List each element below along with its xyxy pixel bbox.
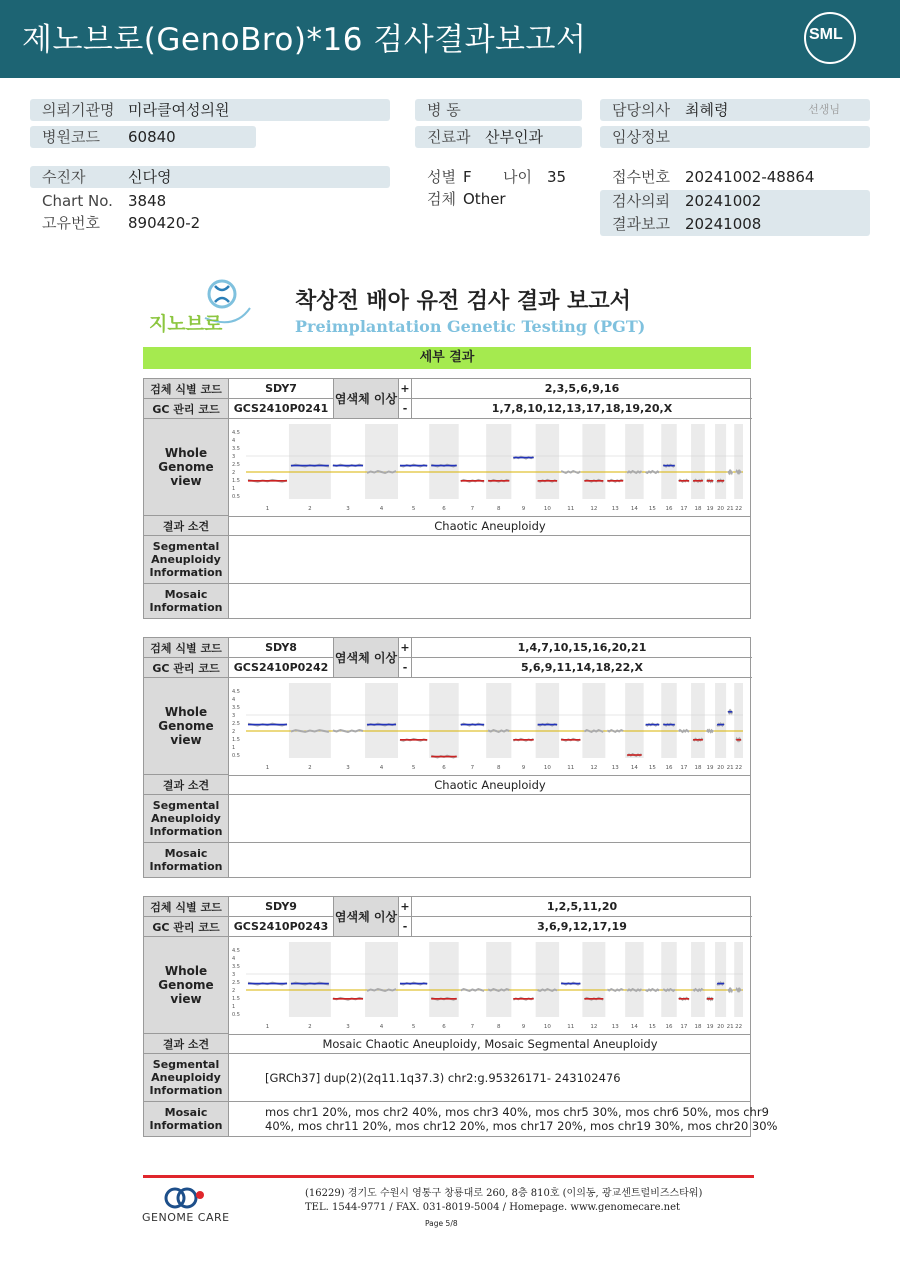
data-points (627, 471, 641, 473)
chromosome-band (691, 424, 705, 499)
y-tick-label: 1 (232, 745, 236, 751)
dates-field: 검사의뢰 20241002 결과보고 20241008 (600, 190, 870, 236)
data-points (607, 989, 623, 991)
genome-svg (229, 678, 751, 775)
data-points (707, 730, 713, 732)
report-title: 제노브로(GenoBro)*16 검사결과보고서 (22, 22, 587, 58)
x-tick-label: 11 (567, 765, 575, 771)
genome-care-text: GENOME CARE (142, 1211, 230, 1224)
chromosome-band (691, 683, 705, 758)
data-points (607, 730, 623, 732)
chromosome-band (536, 942, 559, 1017)
x-tick-label: 7 (470, 765, 475, 771)
x-tick-label: 8 (496, 506, 501, 512)
y-tick-label: 2.5 (232, 980, 240, 986)
x-tick-label: 11 (567, 1024, 575, 1030)
genome-svg (229, 937, 751, 1034)
gain-sign: + (399, 638, 412, 658)
chromosome-band (582, 424, 605, 499)
whole-genome-label: Whole Genome view (144, 419, 229, 516)
hospital-code-field: 병원코드 60840 (30, 126, 256, 148)
y-tick-label: 0.5 (232, 494, 240, 500)
chromosome-band (734, 942, 743, 1017)
page-number: Page 5/8 (425, 1219, 458, 1228)
chromosome-band (289, 683, 331, 758)
y-tick-label: 0.5 (232, 753, 240, 759)
doctor-field: 담당의사 최혜령 선생님 (600, 99, 870, 121)
sample-code-label: 검체 식별 코드 (144, 379, 229, 399)
receipt-field: 접수번호 20241002-48864 (612, 168, 815, 186)
data-points (736, 471, 741, 473)
x-tick-label: 11 (567, 506, 575, 512)
whole-genome-plot (229, 937, 751, 1035)
x-tick-label: 17 (680, 506, 688, 512)
chromosome-band (691, 942, 705, 1017)
chromosome-band (661, 683, 677, 758)
x-tick-label: 4 (379, 765, 384, 771)
chromosome-band (429, 683, 458, 758)
mosaic-label: Mosaic Information (144, 584, 229, 618)
data-points (461, 989, 484, 991)
sample-code-label: 검체 식별 코드 (144, 897, 229, 917)
x-tick-label: 12 (590, 1024, 598, 1030)
x-tick-label: 22 (735, 1024, 743, 1030)
gc-code: GCS2410P0243 (229, 917, 334, 937)
x-tick-label: 7 (470, 1024, 475, 1030)
footer-address: (16229) 경기도 수원시 영통구 창룡대로 260, 8층 810호 (이의동, 광교센트럴비즈스타워) TEL. 1544-9771 / FAX. 031-8019-5004 / Homepage. www.genomecare.net (305, 1188, 703, 1213)
sample-code: SDY9 (229, 897, 334, 917)
chromosome-band (582, 942, 605, 1017)
x-tick-label: 3 (346, 1024, 350, 1030)
data-points (693, 989, 703, 991)
x-tick-label: 1 (265, 765, 270, 771)
segmental-label: Segmental Aneuploidy Information (144, 536, 229, 584)
x-tick-label: 8 (496, 765, 501, 771)
pgt-title-english: Preimplantation Genetic Testing (PGT) (295, 317, 646, 336)
x-tick-label: 18 (694, 765, 702, 771)
chromosome-band (715, 424, 726, 499)
x-tick-label: 6 (442, 506, 446, 512)
finding-value: Chaotic Aneuploidy (229, 516, 751, 536)
ward-field: 병 동 (415, 99, 582, 121)
abnormal-label: 염색체 이상 (334, 638, 399, 678)
x-tick-label: 1 (265, 506, 270, 512)
y-tick-label: 2 (232, 729, 236, 735)
data-points (367, 471, 396, 473)
chromosome-band (536, 424, 559, 499)
chromosome-band (734, 683, 743, 758)
y-tick-label: 4 (232, 956, 236, 962)
loss-sign: - (399, 399, 412, 419)
abnormal-label: 염색체 이상 (334, 897, 399, 937)
x-tick-label: 9 (521, 506, 526, 512)
footer-divider (143, 1175, 754, 1178)
x-tick-label: 21 (726, 765, 734, 771)
chromosome-band (486, 942, 511, 1017)
hospital-field: 의뢰기관명 미라클여성의원 (30, 99, 390, 121)
x-tick-label: 16 (665, 1024, 673, 1030)
pgt-title-korean: 착상전 배아 유전 검사 결과 보고서 (295, 289, 631, 314)
x-tick-label: 2 (308, 1024, 312, 1030)
segmental-value (229, 795, 751, 843)
segmental-value: [GRCh37] dup(2)(2q11.1q37.3) chr2:g.95326171- 243102476 (229, 1054, 751, 1102)
chart-no-field: Chart No. 3848 (42, 192, 167, 210)
data-points (646, 471, 660, 473)
x-tick-label: 2 (308, 765, 312, 771)
x-tick-label: 14 (630, 506, 638, 512)
x-tick-label: 17 (680, 765, 688, 771)
x-tick-label: 3 (346, 506, 350, 512)
y-tick-label: 3 (232, 454, 236, 460)
y-tick-label: 3.5 (232, 705, 240, 711)
x-tick-label: 13 (611, 765, 619, 771)
x-tick-label: 22 (735, 506, 743, 512)
data-points (561, 471, 580, 473)
x-tick-label: 20 (717, 765, 725, 771)
y-tick-label: 1 (232, 1004, 236, 1010)
mosaic-value (229, 584, 795, 618)
chromosome-band (625, 683, 643, 758)
finding-label: 결과 소견 (144, 775, 229, 795)
data-points (646, 989, 660, 991)
genome-svg (229, 419, 751, 516)
chromosome-band (365, 942, 398, 1017)
x-tick-label: 9 (521, 765, 526, 771)
chromosome-band (365, 424, 398, 499)
y-tick-label: 3 (232, 972, 236, 978)
x-tick-label: 13 (611, 1024, 619, 1030)
y-tick-label: 4 (232, 438, 236, 444)
x-tick-label: 10 (543, 506, 551, 512)
y-tick-label: 1.5 (232, 996, 240, 1002)
x-tick-label: 17 (680, 1024, 688, 1030)
x-tick-label: 19 (706, 506, 714, 512)
patient-field: 수진자 신다영 (30, 166, 390, 188)
data-points (679, 730, 689, 732)
gc-code-label: GC 관리 코드 (144, 917, 229, 937)
y-tick-label: 3.5 (232, 964, 240, 970)
chromosome-band (429, 424, 458, 499)
x-tick-label: 22 (735, 765, 743, 771)
loss-chromosomes: 5,6,9,11,14,18,22,X (412, 658, 752, 678)
genobro-logo (145, 278, 255, 338)
y-tick-label: 1.5 (232, 737, 240, 743)
data-points (333, 730, 363, 732)
y-tick-label: 4.5 (232, 948, 240, 954)
chromosome-band (582, 683, 605, 758)
whole-genome-plot (229, 419, 751, 517)
segmental-value (229, 536, 751, 584)
section-header: 세부 결과 (143, 347, 751, 369)
x-tick-label: 1 (265, 1024, 270, 1030)
x-tick-label: 19 (706, 765, 714, 771)
sample-code: SDY8 (229, 638, 334, 658)
sample-code-label: 검체 식별 코드 (144, 638, 229, 658)
x-tick-label: 14 (630, 1024, 638, 1030)
gain-chromosomes: 2,3,5,6,9,16 (412, 379, 752, 399)
gain-sign: + (399, 897, 412, 917)
finding-value: Chaotic Aneuploidy (229, 775, 751, 795)
sample-table (143, 637, 751, 878)
chromosome-band (715, 683, 726, 758)
x-tick-label: 2 (308, 506, 312, 512)
chromosome-band (486, 683, 511, 758)
chromosome-band (625, 424, 643, 499)
chromosome-band (536, 683, 559, 758)
x-tick-label: 15 (648, 1024, 656, 1030)
gain-chromosomes: 1,2,5,11,20 (412, 897, 752, 917)
y-tick-label: 2 (232, 470, 236, 476)
header-bar (0, 0, 900, 78)
x-tick-label: 21 (726, 506, 734, 512)
gc-code-label: GC 관리 코드 (144, 399, 229, 419)
specimen-field: 검체 Other (427, 190, 506, 208)
gain-sign: + (399, 379, 412, 399)
svg-text:지노브로: 지노브로 (149, 313, 223, 335)
x-tick-label: 13 (611, 506, 619, 512)
x-tick-label: 12 (590, 765, 598, 771)
x-tick-label: 12 (590, 506, 598, 512)
chromosome-band (661, 424, 677, 499)
x-tick-label: 4 (379, 1024, 384, 1030)
chromosome-band (289, 942, 331, 1017)
finding-value: Mosaic Chaotic Aneuploidy, Mosaic Segmental Aneuploidy (229, 1034, 751, 1054)
x-tick-label: 7 (470, 506, 475, 512)
x-tick-label: 6 (442, 765, 446, 771)
x-tick-label: 10 (543, 765, 551, 771)
data-points (627, 989, 641, 991)
y-tick-label: 3.5 (232, 446, 240, 452)
uid-field: 고유번호 890420-2 (42, 214, 201, 232)
gain-chromosomes: 1,4,7,10,15,16,20,21 (412, 638, 752, 658)
y-tick-label: 0.5 (232, 1012, 240, 1018)
chromosome-band (661, 942, 677, 1017)
segmental-label: Segmental Aneuploidy Information (144, 795, 229, 843)
x-tick-label: 4 (379, 506, 384, 512)
data-points (728, 989, 732, 991)
dept-field: 진료과 산부인과 (415, 126, 582, 148)
clinical-field: 임상정보 (600, 126, 870, 148)
x-tick-label: 19 (706, 1024, 714, 1030)
x-tick-label: 16 (665, 506, 673, 512)
sample-code: SDY7 (229, 379, 334, 399)
segmental-label: Segmental Aneuploidy Information (144, 1054, 229, 1102)
abnormal-label: 염색체 이상 (334, 379, 399, 419)
loss-sign: - (399, 917, 412, 937)
data-points (736, 989, 741, 991)
gc-code: GCS2410P0241 (229, 399, 334, 419)
x-tick-label: 9 (521, 1024, 526, 1030)
x-tick-label: 15 (648, 506, 656, 512)
y-tick-label: 1.5 (232, 478, 240, 484)
y-tick-label: 3 (232, 713, 236, 719)
y-tick-label: 2.5 (232, 462, 240, 468)
x-tick-label: 18 (694, 1024, 702, 1030)
x-tick-label: 15 (648, 765, 656, 771)
y-tick-label: 4.5 (232, 689, 240, 695)
y-tick-label: 1 (232, 486, 236, 492)
whole-genome-plot (229, 678, 751, 776)
mosaic-value: mos chr1 20%, mos chr2 40%, mos chr3 40%, mos chr5 30%, mos chr6 50%, mos chr9 40%, mos chr11 20%, mos chr12 20%, mos chr17 20%, mos chr19 30%, mos chr20 30% (265, 1105, 778, 1133)
sample-table (143, 896, 778, 1137)
whole-genome-label: Whole Genome view (144, 937, 229, 1034)
y-tick-label: 2 (232, 988, 236, 994)
x-tick-label: 6 (442, 1024, 446, 1030)
x-tick-label: 20 (717, 1024, 725, 1030)
data-points (367, 989, 396, 991)
sample-table (143, 378, 751, 619)
x-tick-label: 16 (665, 765, 673, 771)
sml-logo: SML (804, 12, 856, 64)
chromosome-band (365, 683, 398, 758)
gc-code-label: GC 관리 코드 (144, 658, 229, 678)
mosaic-value (229, 843, 795, 877)
chromosome-band (715, 942, 726, 1017)
chromosome-band (734, 424, 743, 499)
mosaic-label: Mosaic Information (144, 1102, 229, 1136)
y-tick-label: 4.5 (232, 430, 240, 436)
sex-age-field: 성별 F 나이 35 (427, 168, 567, 186)
finding-label: 결과 소견 (144, 1034, 229, 1054)
chromosome-band (486, 424, 511, 499)
x-tick-label: 5 (411, 506, 416, 512)
data-points (728, 471, 732, 473)
loss-chromosomes: 3,6,9,12,17,19 (412, 917, 752, 937)
x-tick-label: 20 (717, 506, 725, 512)
chromosome-band (625, 942, 643, 1017)
x-tick-label: 14 (630, 765, 638, 771)
mosaic-label: Mosaic Information (144, 843, 229, 877)
chromosome-band (429, 942, 458, 1017)
loss-sign: - (399, 658, 412, 678)
finding-label: 결과 소견 (144, 516, 229, 536)
y-tick-label: 4 (232, 697, 236, 703)
loss-chromosomes: 1,7,8,10,12,13,17,18,19,20,X (412, 399, 752, 419)
chromosome-band (289, 424, 331, 499)
x-tick-label: 3 (346, 765, 350, 771)
x-tick-label: 10 (543, 1024, 551, 1030)
x-tick-label: 5 (411, 765, 416, 771)
x-tick-label: 8 (496, 1024, 501, 1030)
y-tick-label: 2.5 (232, 721, 240, 727)
x-tick-label: 18 (694, 506, 702, 512)
x-tick-label: 5 (411, 1024, 416, 1030)
gc-code: GCS2410P0242 (229, 658, 334, 678)
whole-genome-label: Whole Genome view (144, 678, 229, 775)
x-tick-label: 21 (726, 1024, 734, 1030)
